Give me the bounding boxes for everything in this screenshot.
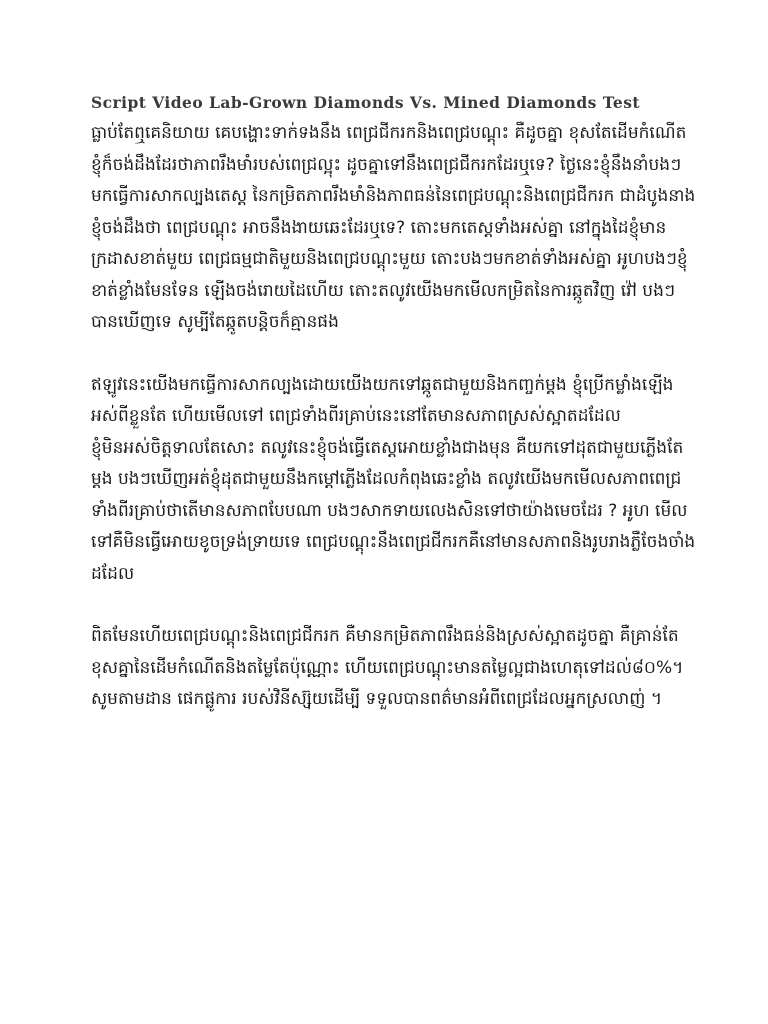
document-page: [91, 93, 701, 716]
paragraph-spacer: [91, 339, 701, 370]
paragraph-intro: ធ្លាប់តែឮគេនិយាយ គេបង្ហោះទាក់ទងនឹង ពេជ្រជីករកនិងពេជ្របណ្តុះ គឺដូចគ្នា ខុសតែដើមកំណើត ខ្ញុំក៏ចង់ដឹងដែរថាភាពរឹងមាំរបស់ពេជ្រល្អុះ ដូចគ្នាទៅនឹងពេជ្រជីករកដែរឬទេ? ថ្ងៃនេះខ្ញុំនឹងនាំបងៗ មកធ្វើការសាកល្បងតេស្ត នៃកម្រិតភាពរឹងមាំនិងភាពធន់នៃពេជ្របណ្តុះនិងពេជ្រជីករក ជាដំបូងនាងខ្ញុំចង់ដឹងថា ពេជ្របណ្តុះ អាចនឹងងាយឆេះដែរឬទេ? តោះមកតេស្តទាំងអស់គ្នា នៅក្នុងដៃខ្ញុំមានក្រដាសខាត់មួយ ពេជ្រធម្មជាតិមួយនិងពេជ្របណ្តុះមួយ តោះបងៗមកខាត់ទាំងអស់គ្នា អូហបងៗខ្ញុំខាត់ខ្លាំងមែនទែន ឡើងចង់រោយដៃហើយ តោះតលូវយើងមកមើលកម្រិតនៃការឆ្កូតវិញ វ៉ៅ បងៗបានឃើញទេ សូម្បីតែឆ្កូតបន្តិចក៏គ្មានផង: [91, 123, 696, 332]
paragraph-conclusion: ពិតមែនហើយពេជ្របណ្តុះនិងពេជ្រជីករក គឺមានកម្រិតភាពរឹងធន់និងស្រស់ស្អាតដូចគ្នា គឺគ្រាន់តែខុសគ្នានៃដើមកំណើតនិងតម្លៃតែប៉ុណ្ណោះ ហើយពេជ្របណ្តុះមានតម្លៃល្អជាងហេតុទៅដល់៨០%។ សូមតាមដាន ផេកផ្លូការ របស់វិនីស្ស៊ុយដើម្បី ទទួលបានពត៌មានអំពីពេជ្រដែលអ្នកស្រលាញ់ ។: [91, 626, 684, 709]
document-title: Script Video Lab-Grown Diamonds Vs. Mined Diamonds Test: [91, 93, 641, 112]
paragraph-tests: ឥឡូវនេះយើងមកធ្វើការសាកល្បងដោយយើងយកទៅឆ្កូតជាមួយនិងកញ្ចក់ម្តង ខ្ញុំប្រើកម្លាំងឡើងអស់ពីខ្លួនតែ ហើយមើលទៅ ពេជ្រទាំងពីរគ្រាប់នេះនៅតែមានសភាពស្រស់ស្អាតដដែល ខ្ញុំមិនអស់ចិត្តទាលតែសោះ តលូវនេះខ្ញុំចង់ធ្វើតេស្តអោយខ្លាំងជាងមុន គឺយកទៅដុតជាមួយភ្លើងតែម្តង បងៗឃើញអត់ខ្ញុំដុតជាមួយនឹងកម្តៅភ្លើងដែលកំពុងឆេះខ្លាំង តលូវយើងមកមើលសភាពពេជ្រទាំងពីរគ្រាប់ថាតើមានសភាពបែបណា បងៗសាកទាយលេងសិនទៅថាយ៉ាងមេចដែរ ? អូហ មើលទៅគឺមិនធ្វើអោយខូចទ្រង់ទ្រាយទេ ពេជ្របណ្តុះនឹងពេជ្រជីករកគឺនៅមានសភាពនិងរូបរាងភ្លឺចែងចាំងដដែល: [91, 374, 696, 584]
paragraph-spacer: [91, 590, 701, 621]
